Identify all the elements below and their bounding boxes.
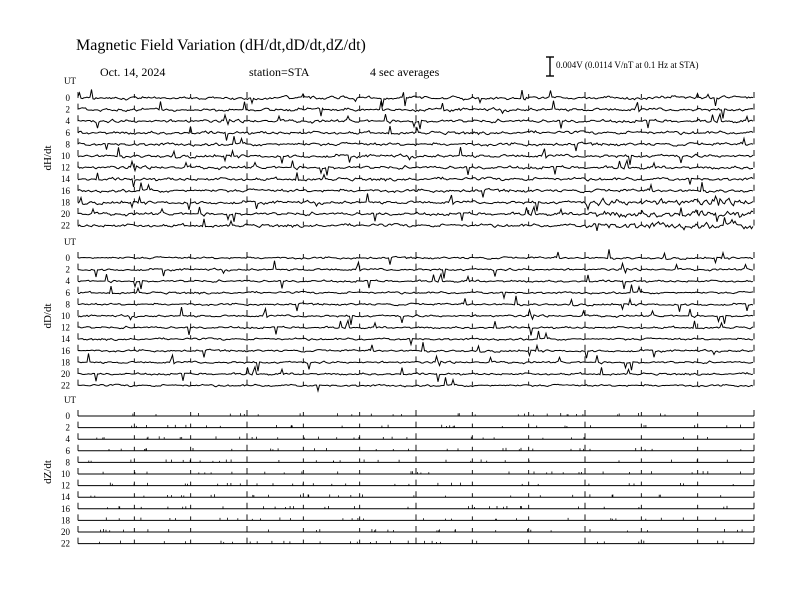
hour-label: 18 (61, 515, 70, 526)
trace-line (78, 285, 753, 298)
scale-note: 0.004V (0.0114 V/nT at 0.1 Hz at STA) (556, 60, 699, 70)
hour-label: 10 (61, 151, 70, 161)
hour-label: 20 (61, 209, 70, 219)
trace-line (78, 261, 753, 279)
trace-line (78, 136, 753, 151)
ut-label: UT (64, 76, 76, 86)
panel-0 (42, 76, 754, 231)
scale-bar (546, 57, 554, 76)
trace-line (78, 114, 753, 129)
hour-label: 22 (61, 380, 70, 391)
hour-label: 18 (61, 197, 70, 208)
hour-label: 0 (65, 93, 70, 103)
hour-label: 4 (65, 434, 70, 445)
station-label: station=STA (249, 65, 310, 79)
hour-label: 14 (61, 492, 70, 503)
hour-label: 2 (65, 104, 70, 115)
panel-ylabel: dD/dt (42, 303, 54, 329)
trace-line (78, 331, 753, 344)
hour-label: 6 (65, 287, 70, 298)
date-label: Oct. 14, 2024 (100, 65, 166, 79)
trace-line (78, 101, 753, 119)
ut-label: UT (64, 395, 76, 405)
trace-line (78, 321, 753, 336)
hour-label: 4 (65, 276, 70, 287)
hour-label: 6 (65, 445, 70, 456)
trace-line (78, 274, 753, 289)
hour-label: 16 (61, 185, 70, 196)
hour-label: 8 (65, 139, 70, 150)
trace-line (78, 126, 753, 140)
hour-label: 14 (61, 174, 70, 185)
panel-ylabel: dZ/dt (42, 460, 54, 484)
hour-label: 20 (61, 527, 70, 537)
trace-line (78, 173, 753, 187)
chart-title: Magnetic Field Variation (dH/dt,dD/dt,dZ/dt) (76, 37, 366, 54)
panel-1 (42, 237, 754, 391)
trace-line (78, 367, 753, 382)
hour-label: 10 (61, 311, 70, 321)
hour-label: 0 (65, 253, 70, 263)
trace-line (78, 207, 753, 222)
hour-label: 8 (65, 457, 70, 468)
averaging-label: 4 sec averages (370, 65, 440, 79)
hour-label: 2 (65, 422, 70, 433)
trace-line (78, 249, 753, 264)
trace-line (78, 377, 753, 390)
trace-line (78, 307, 753, 325)
hour-label: 16 (61, 503, 70, 514)
trace-line (78, 296, 753, 312)
hour-label: 2 (65, 264, 70, 275)
hour-label: 18 (61, 357, 70, 368)
hour-label: 14 (61, 334, 70, 345)
trace-line (78, 217, 753, 230)
hour-label: 6 (65, 127, 70, 138)
panel-2 (42, 395, 754, 549)
trace-line (78, 353, 753, 371)
trace-line (78, 89, 753, 106)
hour-label: 10 (61, 469, 70, 479)
trace-line (78, 182, 753, 197)
hour-label: 22 (61, 220, 70, 231)
hour-label: 12 (61, 162, 70, 173)
hour-label: 22 (61, 538, 70, 549)
hour-label: 12 (61, 322, 70, 333)
trace-line (78, 147, 753, 165)
trace-line (78, 193, 753, 211)
hour-label: 8 (65, 299, 70, 310)
trace-line (78, 342, 753, 358)
hour-label: 20 (61, 369, 70, 379)
hour-label: 16 (61, 345, 70, 356)
panel-ylabel: dH/dt (42, 145, 54, 171)
hour-label: 12 (61, 480, 70, 491)
hour-label: 4 (65, 116, 70, 127)
trace-line (78, 161, 753, 176)
hour-label: 0 (65, 411, 70, 421)
ut-label: UT (64, 237, 76, 247)
